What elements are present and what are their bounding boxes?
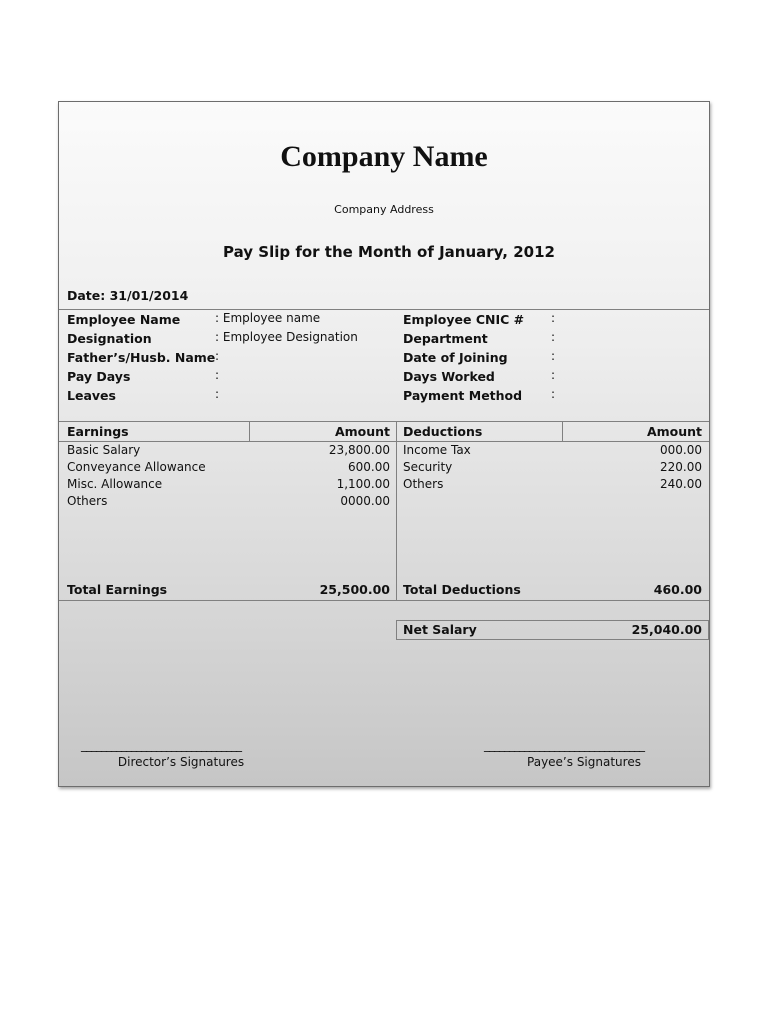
employee-name-value: : Employee name (215, 311, 321, 325)
earning-item-name: Misc. Allowance (67, 477, 163, 491)
earning-item-name: Basic Salary (67, 443, 141, 457)
earning-item-name: Conveyance Allowance (67, 460, 206, 474)
date-of-joining-label: Date of Joining (403, 350, 508, 365)
company-address: Company Address (334, 203, 434, 216)
table-top-border (59, 421, 709, 422)
director-signature-line: ________________________________ (81, 738, 241, 752)
pay-slip (58, 101, 710, 787)
date-of-joining-value: : (551, 349, 556, 363)
payment-method-label: Payment Method (403, 388, 523, 403)
employee-name-label: Employee Name (67, 312, 181, 327)
pay-days-label: Pay Days (67, 369, 131, 384)
father-husband-name-value: : (215, 349, 220, 363)
total-deductions-label: Total Deductions (403, 582, 521, 597)
employee-cnic-value: : (551, 311, 556, 325)
earnings-header: Earnings (67, 424, 129, 439)
leaves-label: Leaves (67, 388, 116, 403)
total-earnings-label: Total Earnings (67, 582, 168, 597)
earning-item-amount: 0000.00 (340, 494, 390, 508)
payee-signature-line: ________________________________ (484, 738, 644, 752)
department-value: : (551, 330, 556, 344)
earnings-amount-header: Amount (334, 424, 390, 439)
pay-days-value: : (215, 368, 220, 382)
days-worked-label: Days Worked (403, 369, 495, 384)
deduction-item-amount: 220.00 (660, 460, 702, 474)
info-top-border (59, 309, 709, 310)
total-deductions-amount: 460.00 (653, 582, 702, 597)
department-label: Department (403, 331, 488, 346)
pay-slip-heading: Pay Slip for the Month of January, 2012 (223, 243, 555, 261)
earnings-amount-divider (249, 421, 250, 441)
director-signature-label: Director’s Signatures (117, 755, 245, 769)
payment-method-value: : (551, 387, 556, 401)
father-husband-name-label: Father’s/Husb. Name (67, 350, 216, 365)
table-center-divider (396, 421, 397, 600)
earning-item-amount: 600.00 (348, 460, 390, 474)
deductions-header: Deductions (403, 424, 483, 439)
deduction-item-name: Others (403, 477, 444, 491)
leaves-value: : (215, 387, 220, 401)
net-salary-label: Net Salary (403, 622, 477, 637)
employee-cnic-label: Employee CNIC # (403, 312, 525, 327)
days-worked-value: : (551, 368, 556, 382)
table-header-border (59, 441, 709, 442)
earning-item-amount: 23,800.00 (328, 443, 390, 457)
earning-item-name: Others (67, 494, 108, 508)
company-name: Company Name (280, 140, 488, 173)
deduction-item-amount: 000.00 (660, 443, 702, 457)
deduction-item-name: Security (403, 460, 453, 474)
payee-signature-label: Payee’s Signatures (527, 755, 641, 769)
designation-value: : Employee Designation (215, 330, 358, 344)
deductions-amount-header: Amount (646, 424, 702, 439)
total-earnings-amount: 25,500.00 (319, 582, 390, 597)
deduction-item-name: Income Tax (403, 443, 471, 457)
deductions-amount-divider (562, 421, 563, 441)
designation-label: Designation (67, 331, 152, 346)
deduction-item-amount: 240.00 (660, 477, 702, 491)
net-salary-amount: 25,040.00 (631, 622, 702, 637)
table-bottom-border (59, 600, 709, 601)
slip-date: Date: 31/01/2014 (67, 288, 189, 303)
earning-item-amount: 1,100.00 (336, 477, 390, 491)
